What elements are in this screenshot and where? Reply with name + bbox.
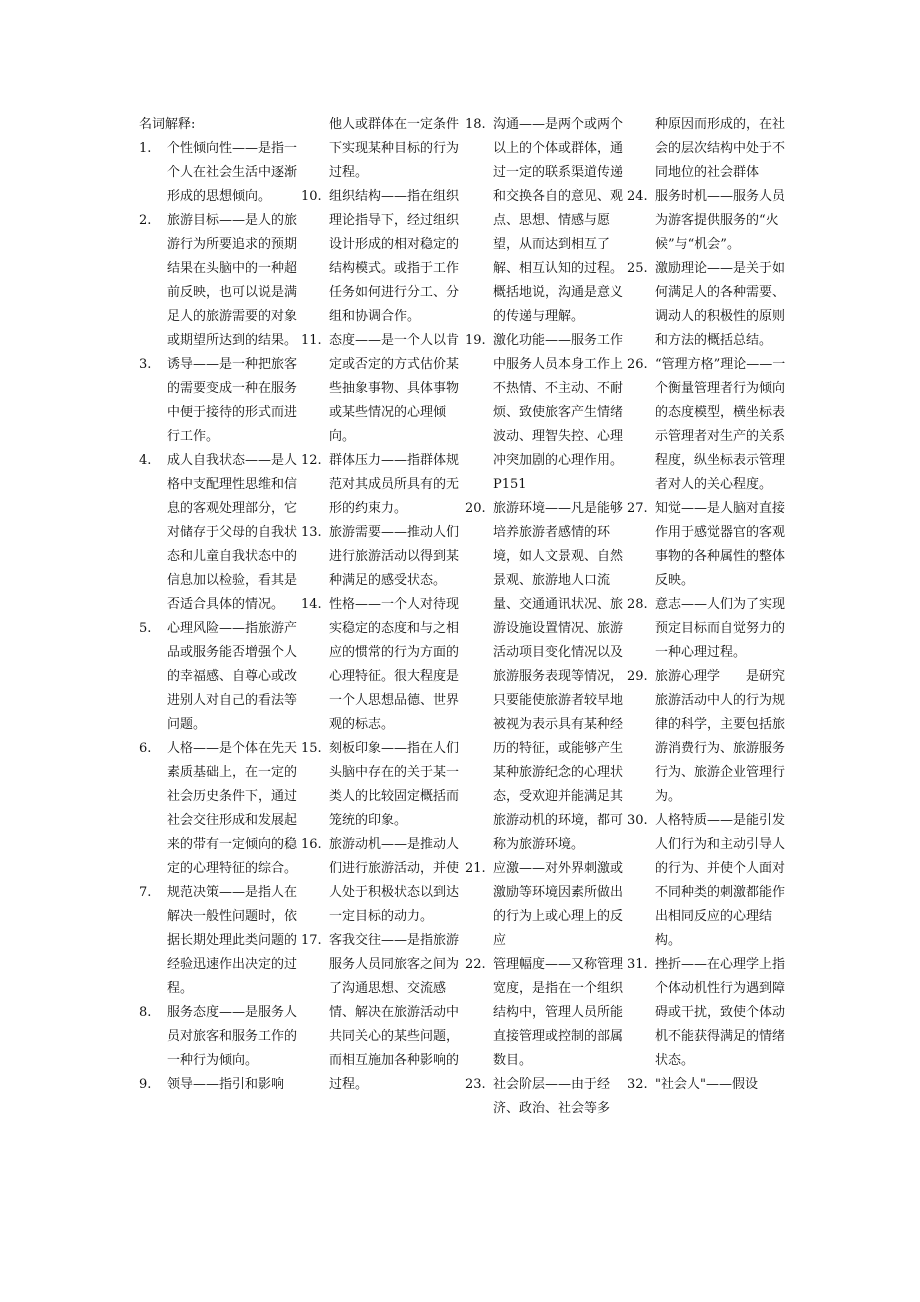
term-number: 21.	[465, 861, 486, 876]
term-entry-5	[139, 617, 299, 737]
term-number: 13.	[301, 525, 322, 540]
term-number: 27.	[627, 501, 648, 516]
term-number: 25.	[627, 261, 648, 276]
term-definition: 人格特质——是能引发人们行为和主动引导人的行为、并使个人面对不同种类的刺激都能作出相同反应的心理结构。	[655, 813, 786, 948]
term-entry-20	[465, 497, 625, 857]
term-entry-2	[139, 209, 299, 353]
term-number: 24.	[627, 189, 648, 204]
term-definition: 服务时机——服务人员为游客提供服务的“火候”与“机会”。	[655, 189, 786, 252]
term-number: 12.	[301, 453, 322, 468]
term-entry-11	[301, 329, 461, 449]
term-entry-15	[301, 737, 461, 833]
term-entry-28	[627, 593, 789, 665]
term-number: 6.	[139, 741, 152, 756]
term-number: 5.	[139, 621, 152, 636]
term-definition: 社会阶层——由于经济、政治、社会等多	[493, 1077, 611, 1116]
term-definition: 旅游心理学 是研究旅游活动中人的行为规律的科学，主要包括旅游消费行为、旅游服务行为、旅游企业管理行为。	[655, 669, 786, 804]
term-number: 11.	[301, 333, 322, 348]
term-definition: 规范决策——是指人在解决一般性问题时，依据长期处理此类问题的经验迅速作出决定的过程。	[167, 885, 298, 996]
term-definition: 旅游动机——是推动人们进行旅游活动，并使人处于积极状态以到达一定目标的动力。	[329, 837, 460, 924]
term-entry-3	[139, 353, 299, 449]
term-entry-24	[627, 185, 789, 257]
column-1	[139, 113, 299, 1097]
term-entry-22	[465, 953, 625, 1073]
term-number: 8.	[139, 1005, 152, 1020]
term-number: 22.	[465, 957, 486, 972]
term-number: 10.	[301, 189, 322, 204]
term-definition: 人格——是个体在先天素质基础上，在一定的社会历史条件下，通过社会交往形成和发展起来的带有一定倾向的稳定的心理特征的综合。	[167, 741, 298, 876]
term-entry-27	[627, 497, 789, 593]
term-number: 28.	[627, 597, 648, 612]
term-continuation: 种原因而形成的，在社会的层次结构中处于不同地位的社会群体	[655, 117, 786, 180]
term-definition: 知觉——是人脑对直接作用于感觉器官的客观事物的各种属性的整体反映。	[655, 501, 786, 588]
term-definition: 应激——对外界刺激或激励等环境因素所做出的行为上或心理上的反应	[493, 861, 624, 948]
term-definition: 旅游需要——推动人们进行旅游活动以得到某种满足的感受状态。	[329, 525, 460, 588]
column-2	[301, 113, 461, 1097]
term-number: 31.	[627, 957, 648, 972]
term-definition: 意志——人们为了实现预定目标而自觉努力的一种心理过程。	[655, 597, 786, 660]
term-entry-9	[139, 1073, 299, 1097]
term-entry-12	[301, 449, 461, 521]
term-number: 14.	[301, 597, 322, 612]
term-definition: 挫折——在心理学上指个体动机性行为遇到障碍或干扰，致使个体动机不能获得满足的情绪状态。	[655, 957, 786, 1068]
term-continuation: 他人或群体在一定条件下实现某种目标的行为过程。	[329, 117, 460, 180]
term-number: 23.	[465, 1077, 486, 1092]
term-definition: “管理方格”理论——一个衡量管理者行为倾向的态度模型，横坐标表示管理者对生产的关系程度，纵坐标表示管理者对人的关心程度。	[655, 357, 786, 492]
term-entry-25	[627, 257, 789, 353]
term-number: 2.	[139, 213, 152, 228]
term-number: 26.	[627, 357, 648, 372]
term-entry-17	[301, 929, 461, 1097]
term-definition: 诱导——是一种把旅客的需要变成一种在服务中便于接待的形式而进行工作。	[167, 357, 298, 444]
term-definition: 心理风险——指旅游产品或服务能否增强个人的幸福感、自尊心或改进别人对自己的看法等问题。	[167, 621, 298, 732]
term-definition: 服务态度——是服务人员对旅客和服务工作的一种行为倾向。	[167, 1005, 298, 1068]
term-entry-18	[465, 113, 625, 329]
term-number: 32.	[627, 1077, 648, 1092]
term-entry-7	[139, 881, 299, 1001]
term-entry-29	[627, 665, 789, 809]
term-entry-1	[139, 137, 299, 209]
term-definition: 组织结构——指在组织理论指导下，经过组织设计形成的相对稳定的结构模式。或指于工作任务如何进行分工、分组和协调合作。	[329, 189, 460, 324]
term-entry-8	[139, 1001, 299, 1073]
term-definition: 旅游环境——凡是能够培养旅游者感情的环境，如人文景观、自然景观、旅游地人口流量、交通通讯状况、旅游设施设置情况、旅游活动项目变化情况以及旅游服务表现等情况，只要能使旅游者较早地被视为表示具有某种经历的特征，或能够产生某种旅游纪念的心理状态，受欢迎并能满足其旅游动机的环境，都可称为旅游环境。	[493, 501, 624, 852]
term-entry-26	[627, 353, 789, 497]
term-entry-6	[139, 737, 299, 881]
section-heading: 名词解释:	[139, 117, 196, 132]
term-number: 17.	[301, 933, 322, 948]
term-number: 29.	[627, 669, 648, 684]
column-4	[627, 113, 789, 1097]
term-definition: 激化功能——服务工作中服务人员本身工作上不热情、不主动、不耐烦、致使旅客产生情绪波动、理智失控、心理冲突加剧的心理作用。P151	[493, 333, 624, 492]
term-entry-10	[301, 185, 461, 329]
term-entry-32	[627, 1073, 789, 1097]
term-number: 19.	[465, 333, 486, 348]
term-number: 3.	[139, 357, 152, 372]
term-entry-31	[627, 953, 789, 1073]
term-definition: 性格——一个人对待现实稳定的态度和与之相应的惯常的行为方面的心理特征。很大程度是一个人思想品德、世界观的标志。	[329, 597, 460, 732]
term-entry-21	[465, 857, 625, 953]
term-definition: 沟通——是两个或两个以上的个体或群体，通过一定的联系渠道传递和交换各自的意见、观点、思想、情感与愿望，从而达到相互了解、相互认知的过程。概括地说，沟通是意义的传递与理解。	[493, 117, 624, 324]
term-number: 30.	[627, 813, 648, 828]
term-number: 18.	[465, 117, 486, 132]
term-entry-30	[627, 809, 789, 953]
term-definition: 个性倾向性——是指一个人在社会生活中逐渐形成的思想倾向。	[167, 141, 298, 204]
term-number: 20.	[465, 501, 486, 516]
term-definition: 刻板印象——指在人们头脑中存在的关于某一类人的比较固定概括而笼统的印象。	[329, 741, 460, 828]
term-number: 16.	[301, 837, 322, 852]
term-definition: 管理幅度——又称管理宽度，是指在一个组织结构中，管理人员所能直接管理或控制的部属数目。	[493, 957, 624, 1068]
term-definition: 态度——是一个人以肯定或否定的方式估价某些抽象事物、具体事物或某些情况的心理倾向。	[329, 333, 460, 444]
term-definition: 客我交往——是指旅游服务人员同旅客之间为了沟通思想、交流感情、解决在旅游活动中共同关心的某些问题，而相互施加各种影响的过程。	[329, 933, 460, 1092]
term-entry-23	[465, 1073, 625, 1121]
term-entry-16	[301, 833, 461, 929]
term-definition: 旅游目标——是人的旅游行为所要追求的预期结果在头脑中的一种超前反映，也可以说是满足人的旅游需要的对象或期望所达到的结果。	[167, 213, 298, 348]
term-number: 1.	[139, 141, 152, 156]
term-definition: 激励理论——是关于如何满足人的各种需要、调动人的积极性的原则和方法的概括总结。	[655, 261, 786, 348]
term-entry-14	[301, 593, 461, 737]
term-number: 4.	[139, 453, 152, 468]
term-definition: 群体压力——指群体规范对其成员所具有的无形的约束力。	[329, 453, 460, 516]
term-definition: "社会人"——假设	[655, 1077, 758, 1092]
term-entry-19	[465, 329, 625, 497]
column-3	[465, 113, 625, 1121]
term-number: 9.	[139, 1077, 152, 1092]
term-number: 15.	[301, 741, 322, 756]
term-number: 7.	[139, 885, 152, 900]
term-definition: 成人自我状态——是人格中支配理性思维和信息的客观处理部分，它对储存于父母的自我状态和儿童自我状态中的信息加以检验，看其是否适合具体的情况。	[167, 453, 298, 612]
term-definition: 领导——指引和影响	[167, 1077, 285, 1092]
term-entry-13	[301, 521, 461, 593]
term-entry-4	[139, 449, 299, 617]
